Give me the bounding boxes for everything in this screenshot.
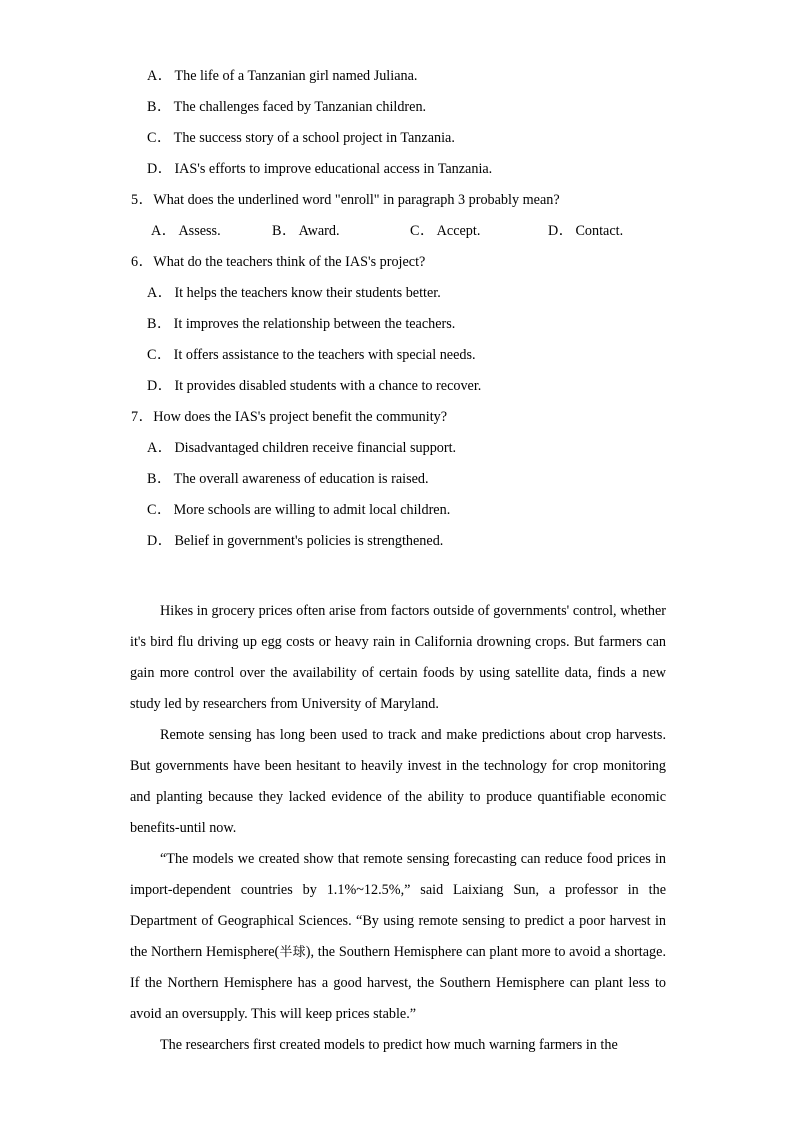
option-row[interactable]	[0, 154, 794, 185]
passage-paragraph-truncated: The researchers first created models to predict how much warning farmers in the	[160, 1037, 618, 1053]
reading-passage	[130, 596, 666, 1061]
option-text: The life of a Tanzanian girl named Juliana.	[174, 68, 418, 84]
option-letter: A．	[147, 440, 173, 456]
passage-paragraph: Hikes in grocery prices often arise from factors outside of governments' control, whether it's bird flu driving up egg costs or heavy rain in California drowning crops. But farmers can gain more control over the availability of certain foods by using satellite data, finds a new study led by researchers from University of Maryland.	[130, 603, 666, 712]
chinese-gloss: 半球	[279, 945, 306, 960]
option-letter: B．	[147, 316, 172, 332]
question-group	[0, 0, 794, 185]
question-group-5	[0, 185, 794, 247]
option-row[interactable]	[0, 309, 794, 340]
option-row[interactable]	[0, 464, 794, 495]
option-letter: A．	[147, 285, 173, 301]
option-text: Accept.	[436, 223, 481, 239]
option-letter: C．	[147, 502, 172, 518]
option-text: It improves the relationship between the teachers.	[173, 316, 456, 332]
option-row-inline	[0, 216, 794, 247]
question-text: What does the underlined word "enroll" in paragraph 3 probably mean?	[153, 192, 560, 208]
option-letter: D．	[147, 378, 173, 394]
option-letter: B．	[272, 223, 297, 239]
option-text: Award.	[298, 223, 340, 239]
option-text: IAS's efforts to improve educational access in Tanzania.	[174, 161, 493, 177]
option-text: Assess.	[178, 223, 221, 239]
option-letter: B．	[147, 99, 172, 115]
option-letter: D．	[147, 533, 173, 549]
option-text: It offers assistance to the teachers with special needs.	[173, 347, 476, 363]
option-d[interactable]	[548, 216, 623, 247]
option-text: Disadvantaged children receive financial support.	[174, 440, 457, 456]
option-letter: C．	[147, 130, 172, 146]
passage-paragraph: Remote sensing has long been used to track and make predictions about crop harvests. But governments have been hesitant to heavily invest in the technology for crop monitoring and planting because they lacked evidence of the ability to produce quantifiable economic benefits-until now.	[130, 727, 666, 836]
question-number: 6．	[131, 254, 154, 270]
option-letter: D．	[147, 161, 173, 177]
option-row[interactable]	[0, 371, 794, 402]
option-text: It helps the teachers know their students better.	[174, 285, 441, 301]
question-block	[0, 0, 794, 557]
option-text: It provides disabled students with a chance to recover.	[174, 378, 482, 394]
question-number: 7．	[131, 409, 154, 425]
option-text: The challenges faced by Tanzanian children.	[173, 99, 427, 115]
option-text: The overall awareness of education is raised.	[173, 471, 429, 487]
option-b[interactable]	[272, 216, 340, 247]
question-stem-6	[0, 247, 794, 278]
option-letter: D．	[548, 223, 574, 239]
option-row[interactable]	[0, 433, 794, 464]
option-text: The success story of a school project in Tanzania.	[173, 130, 455, 146]
option-a[interactable]	[151, 216, 221, 247]
option-text: More schools are willing to admit local children.	[173, 502, 451, 518]
question-text: What do the teachers think of the IAS's project?	[153, 254, 426, 270]
option-row[interactable]	[0, 495, 794, 526]
question-group-7	[0, 402, 794, 557]
question-text: How does the IAS's project benefit the community?	[153, 409, 448, 425]
question-stem-7	[0, 402, 794, 433]
passage-paragraph: “The models we created show that remote sensing forecasting can reduce food prices in import-dependent countries by 1.1%~12.5%,” said Laixiang Sun, a professor in the Department of Geographical Sciences. “By using remote sensing to predict a poor harvest in the Northern Hemisphere(半球), the Southern Hemisphere can plant more to avoid a shortage. If the Northern Hemisphere has a good harvest, the Southern Hemisphere can plant less to avoid an oversupply. This will keep prices stable.”	[130, 851, 666, 1022]
question-group-6	[0, 247, 794, 402]
option-letter: A．	[151, 223, 177, 239]
question-stem-5	[0, 185, 794, 216]
option-row[interactable]	[0, 123, 794, 154]
option-row[interactable]	[0, 92, 794, 123]
option-letter: C．	[147, 347, 172, 363]
option-text: Contact.	[575, 223, 624, 239]
option-c[interactable]	[410, 216, 480, 247]
option-letter: A．	[147, 68, 173, 84]
option-row[interactable]	[0, 526, 794, 557]
option-row[interactable]	[0, 61, 794, 92]
question-number: 5．	[131, 192, 154, 208]
option-row[interactable]	[0, 340, 794, 371]
option-letter: C．	[410, 223, 435, 239]
option-text: Belief in government's policies is strengthened.	[174, 533, 444, 549]
option-letter: B．	[147, 471, 172, 487]
option-row[interactable]	[0, 278, 794, 309]
